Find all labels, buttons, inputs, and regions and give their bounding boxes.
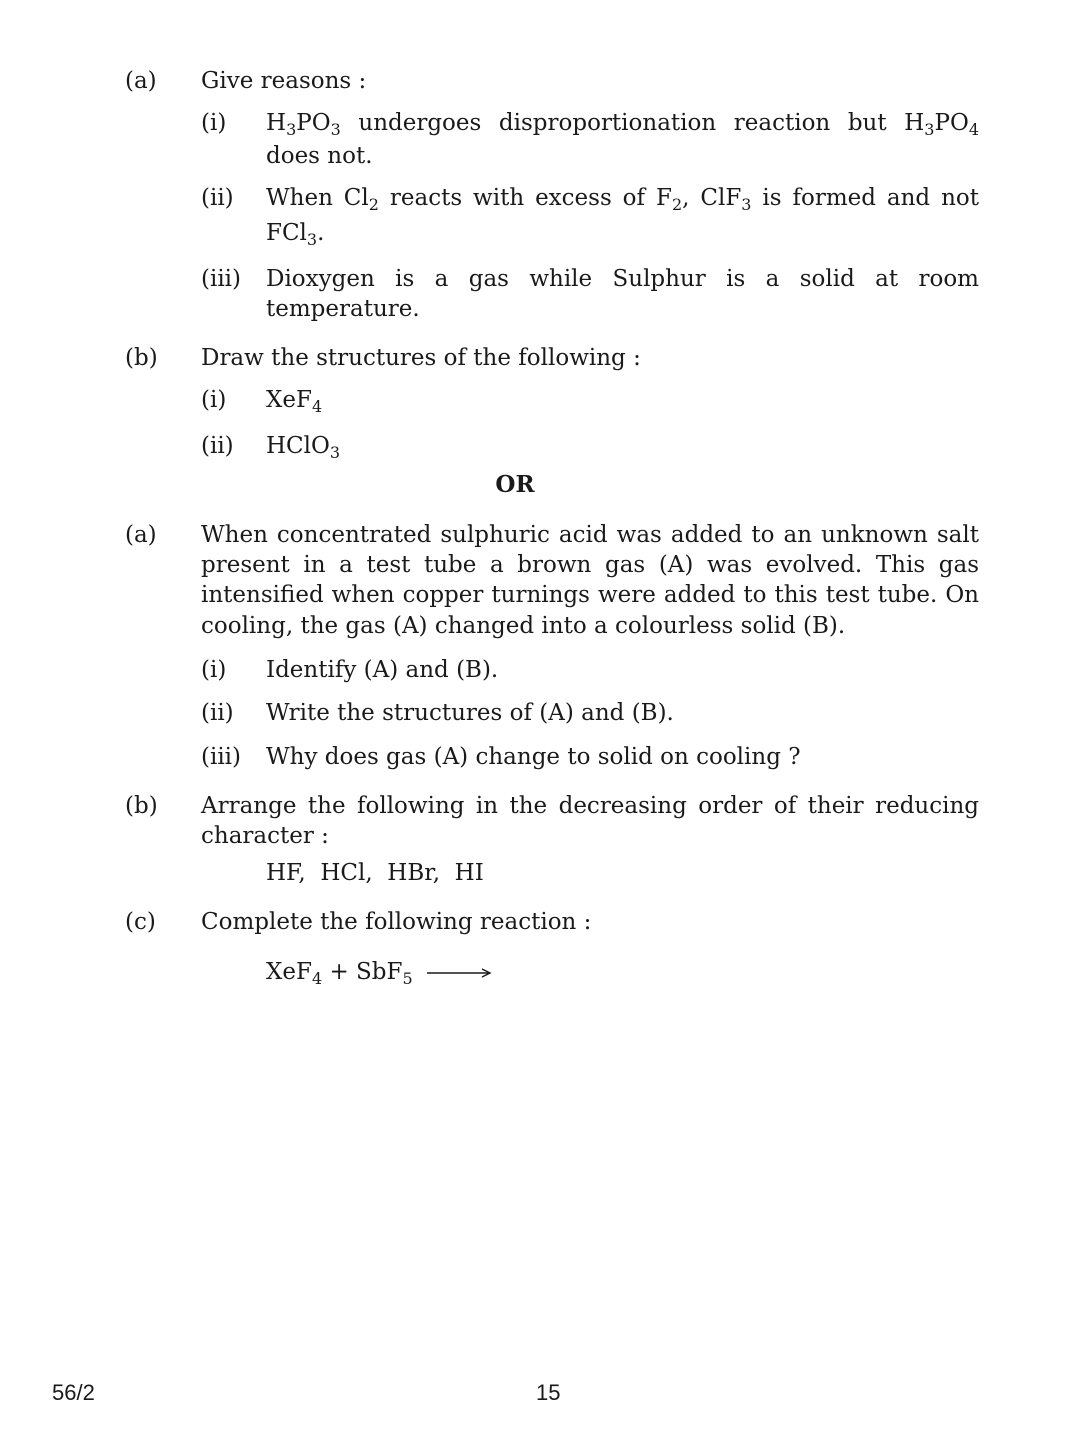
part1-a-iii-line1: Dioxygen is a gas while Sulphur is a solid at room (266, 266, 979, 292)
page-number: 15 (536, 1380, 561, 1405)
part2-a-line3: intensified when copper turnings were added to this test tube. On (201, 582, 979, 608)
part2-a-ii-label: (ii) (201, 700, 234, 726)
paper-code: 56/2 (52, 1380, 95, 1405)
part1-b-i-formula: XeF$_4$ (266, 387, 323, 416)
part2-c-label: (c) (125, 909, 156, 935)
part2-b-label: (b) (125, 793, 158, 819)
part1-a-ii-line2: FCl$_3$. (266, 220, 325, 249)
part1-a-i-line1: $H_3PO_3$ undergoes disproportionation reaction but $H_3PO_4$ (266, 110, 979, 139)
part1-b-label: (b) (125, 345, 158, 371)
part2-a-line1: When concentrated sulphuric acid was added to an unknown salt (201, 522, 979, 548)
part2-c-reaction: XeF$_4$ + SbF$_5$ (266, 957, 493, 987)
part2-a-i-text: Identify (A) and (B). (266, 657, 499, 683)
part1-a-i-line2: does not. (266, 143, 373, 169)
part1-a-ii-line1: When $Cl_2$ reacts with excess of $F_2$, ClF$_3$ is formed and not (266, 185, 979, 214)
part2-a-line4: cooling, the gas (A) changed into a colourless solid (B). (201, 613, 846, 639)
part2-b-line2: character : (201, 823, 329, 849)
reaction-arrow-icon (427, 966, 493, 980)
part1-a-iii-line2: temperature. (266, 296, 420, 322)
part1-a-iii-label: (iii) (201, 266, 242, 292)
part1-b-ii-formula: HClO$_3$ (266, 433, 341, 462)
part1-a-i-label: (i) (201, 110, 227, 136)
part1-b-ii-label: (ii) (201, 433, 234, 459)
part2-a-iii-text: Why does gas (A) change to solid on cooling ? (266, 744, 801, 770)
part1-a-ii-label: (ii) (201, 185, 234, 211)
part1-a-heading: Give reasons : (201, 68, 367, 94)
part2-a-i-label: (i) (201, 657, 227, 683)
part1-b-i-label: (i) (201, 387, 227, 413)
part2-b-list: HF, HCl, HBr, HI (266, 860, 484, 886)
part2-a-ii-text: Write the structures of (A) and (B). (266, 700, 674, 726)
part1-b-heading: Draw the structures of the following : (201, 345, 641, 371)
part2-a-label: (a) (125, 522, 157, 548)
part2-b-line1: Arrange the following in the decreasing order of their reducing (201, 793, 979, 819)
part2-a-line2: present in a test tube a brown gas (A) was evolved. This gas (201, 552, 979, 578)
or-divider: OR (495, 471, 535, 498)
part2-a-iii-label: (iii) (201, 744, 242, 770)
part1-a-label: (a) (125, 68, 157, 94)
part2-c-text: Complete the following reaction : (201, 909, 592, 935)
